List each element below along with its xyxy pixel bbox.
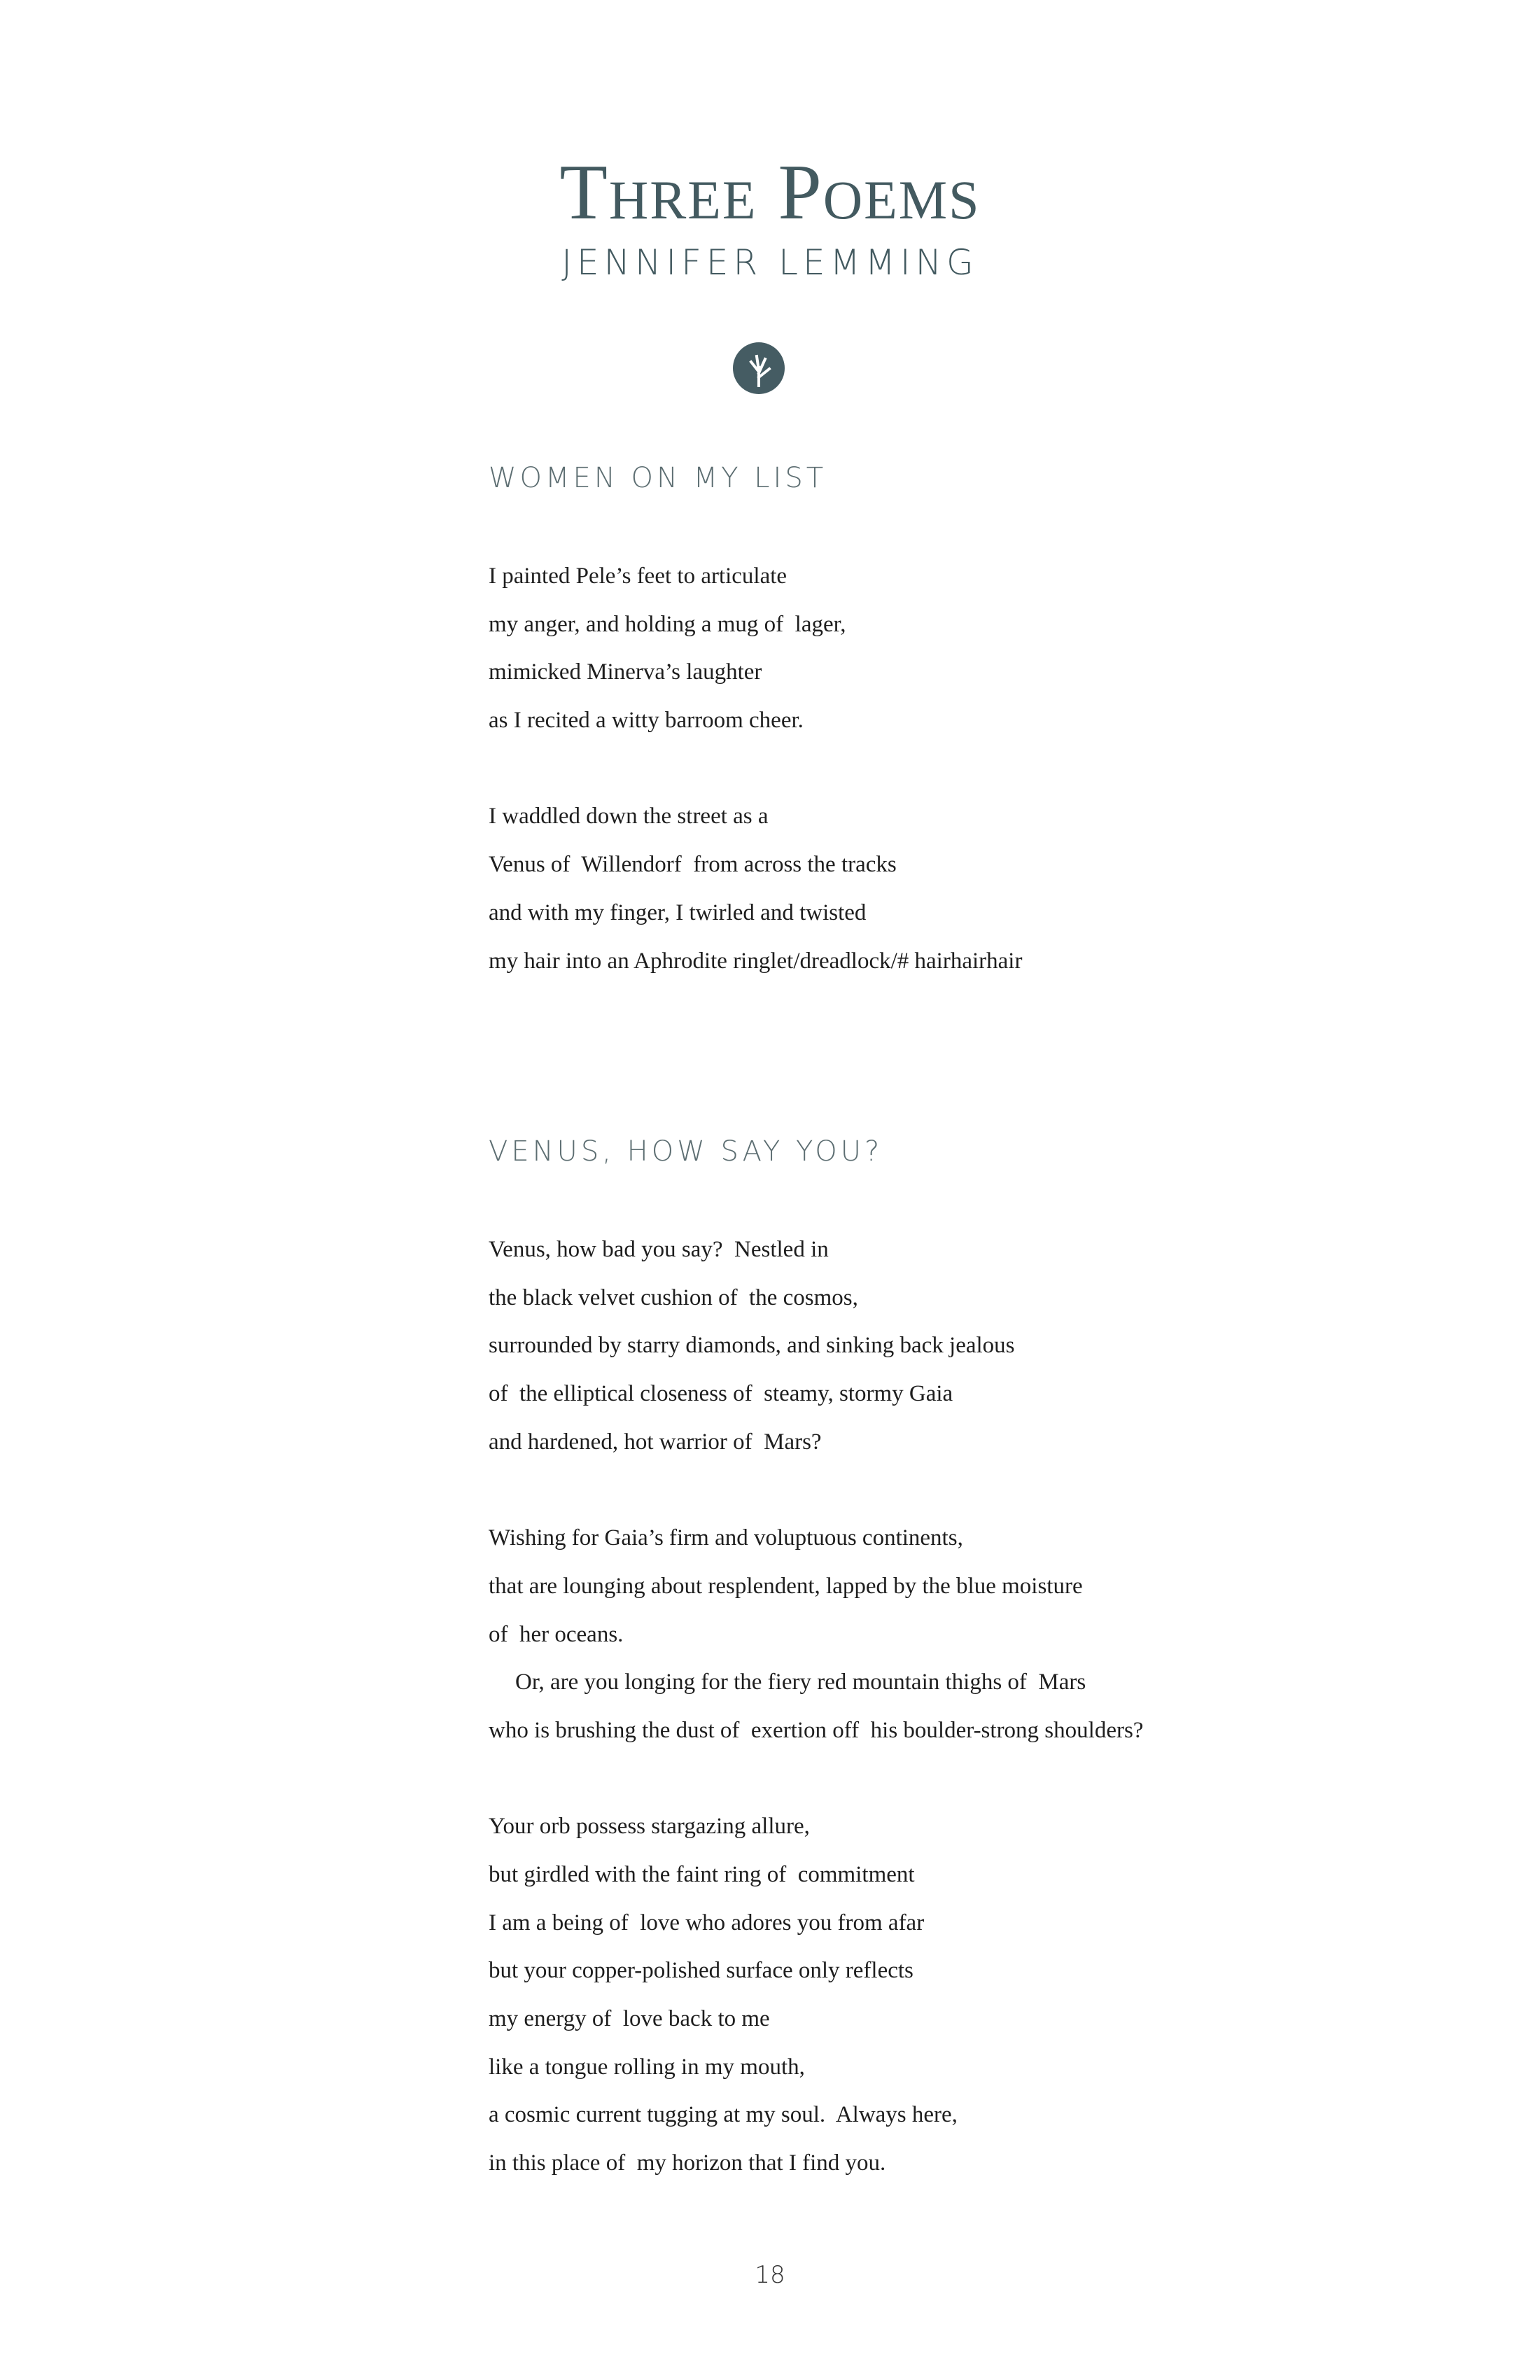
poem-line: Venus of Willendorf from across the tracks (489, 852, 897, 878)
stanza (489, 792, 1022, 985)
poem-line: Venus, how bad you say? Nestled in (489, 1237, 829, 1262)
poem-line: I am a being of love who adores you from afar (489, 1910, 925, 1935)
poem-line: of her oceans. (489, 1621, 624, 1647)
poem-line: of the elliptical closeness of steamy, stormy Gaia (489, 1381, 953, 1407)
poem-line: who is brushing the dust of exertion off his boulder-strong shoulders? (489, 1717, 1144, 1743)
poem-line: the black velvet cushion of the cosmos, (489, 1284, 858, 1310)
poem-line: and hardened, hot warrior of Mars? (489, 1429, 822, 1455)
poem-line: but girdled with the faint ring of commitment (489, 1861, 915, 1887)
poem-line: that are lounging about resplendent, lapped by the blue moisture (489, 1573, 1083, 1599)
poem-line: as I recited a witty barroom cheer. (489, 708, 804, 734)
stanza (489, 552, 1022, 745)
stanza (489, 1514, 1143, 1754)
poem-line: Your orb possess stargazing allure, (489, 1814, 810, 1840)
poem-line: mimicked Minerva’s laughter (489, 659, 762, 685)
stanza (489, 1226, 1143, 1466)
tree-icon (733, 342, 785, 394)
poem-line: like a tongue rolling in my mouth, (489, 2054, 805, 2080)
poem-line: I waddled down the street as a (489, 804, 769, 830)
poem-2-heading: VENUS, HOW SAY YOU? (489, 1135, 883, 1168)
author-name: JENNIFER LEMMING (561, 242, 979, 283)
poem-line: and with my finger, I twirled and twisted (489, 899, 867, 925)
poem-line: my hair into an Aphrodite ringlet/dreadlock/# hairhairhair (489, 948, 1023, 974)
poem-line: I painted Pele’s feet to articulate (489, 564, 788, 589)
poem-line: in this place of my horizon that I find you. (489, 2150, 886, 2176)
page-title: Three Poems (559, 149, 981, 236)
poem-line: surrounded by starry diamonds, and sinking back jealous (489, 1333, 1015, 1359)
poem-line: my energy of love back to me (489, 2006, 770, 2031)
poem-line: but your copper-polished surface only reflects (489, 1958, 913, 1984)
stanza (489, 1802, 1143, 2188)
poem-line: my anger, and holding a mug of lager, (489, 611, 846, 637)
poem-1-heading: WOMEN ON MY LIST (489, 462, 827, 494)
poem-line: Wishing for Gaia’s firm and voluptuous continents, (489, 1525, 963, 1551)
poem-2-body (489, 1226, 1143, 2235)
poem-1-body (489, 552, 1022, 1033)
poem-line: a cosmic current tugging at my soul. Always here, (489, 2102, 958, 2128)
page-number: 18 (755, 2261, 785, 2289)
poem-line: Or, are you longing for the fiery red mountain thighs of Mars (515, 1670, 1086, 1695)
